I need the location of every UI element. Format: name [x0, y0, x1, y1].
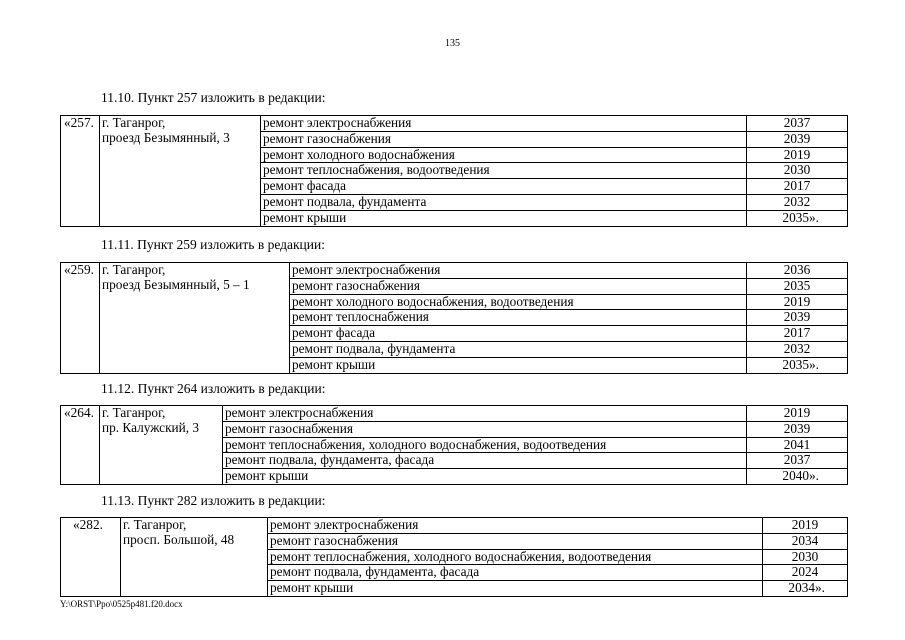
work-year: 2019 [747, 147, 848, 163]
work-name: ремонт электроснабжения [261, 116, 747, 132]
work-name: ремонт крыши [223, 469, 747, 485]
section-heading: 11.12. Пункт 264 изложить в редакции: [101, 381, 326, 396]
work-year: 2035 [747, 278, 848, 294]
item-number: «282. [61, 518, 121, 597]
item-number: «264. [61, 406, 100, 485]
work-name: ремонт подвала, фундамента [261, 194, 747, 210]
work-name: ремонт теплоснабжения, холодного водоснабжения, водоотведения [268, 549, 763, 565]
work-name: ремонт подвала, фундамента, фасада [223, 453, 747, 469]
work-year: 2019 [747, 294, 848, 310]
address-street: пр. Калужский, 3 [102, 419, 200, 435]
address [121, 518, 268, 597]
address [100, 406, 223, 485]
work-name: ремонт фасада [261, 179, 747, 195]
work-name: ремонт теплоснабжения, водоотведения [261, 163, 747, 179]
work-name: ремонт газоснабжения [223, 421, 747, 437]
work-name: ремонт подвала, фундамента [290, 341, 747, 357]
work-name: ремонт подвала, фундамента, фасада [268, 565, 763, 581]
address [100, 263, 290, 374]
work-name: ремонт фасада [290, 326, 747, 342]
address-street: проезд Безымянный, 3 [102, 129, 230, 145]
work-name: ремонт крыши [290, 357, 747, 373]
address-street: проезд Безымянный, 5 – 1 [102, 276, 250, 292]
work-name: ремонт крыши [268, 581, 763, 597]
work-year: 2032 [747, 341, 848, 357]
section-heading: 11.10. Пункт 257 изложить в редакции: [101, 90, 326, 105]
address-city: г. Таганрог, [123, 517, 187, 532]
section-heading: 11.11. Пункт 259 изложить в редакции: [101, 237, 325, 252]
item-number: «257. [61, 116, 100, 227]
work-name: ремонт электроснабжения [268, 518, 763, 534]
address-city: г. Таганрог, [102, 405, 166, 420]
work-year: 2041 [747, 437, 848, 453]
address-city: г. Таганрог, [102, 115, 166, 130]
address [100, 116, 261, 227]
work-year: 2037 [747, 453, 848, 469]
work-name: ремонт холодного водоснабжения [261, 147, 747, 163]
work-year: 2034». [763, 581, 848, 597]
work-year: 2035». [747, 210, 848, 226]
work-name: ремонт холодного водоснабжения, водоотведения [290, 294, 747, 310]
section-heading: 11.13. Пункт 282 изложить в редакции: [101, 493, 326, 508]
work-year: 2039 [747, 310, 848, 326]
work-name: ремонт крыши [261, 210, 747, 226]
work-year: 2024 [763, 565, 848, 581]
address-street: просп. Большой, 48 [123, 531, 235, 547]
work-year: 2030 [747, 163, 848, 179]
work-year: 2019 [763, 518, 848, 534]
work-name: ремонт газоснабжения [261, 131, 747, 147]
work-year: 2039 [747, 421, 848, 437]
page-number: 135 [445, 38, 460, 49]
work-name: ремонт электроснабжения [290, 263, 747, 279]
work-year: 2037 [747, 116, 848, 132]
work-year: 2030 [763, 549, 848, 565]
work-year: 2019 [747, 406, 848, 422]
work-year: 2035». [747, 357, 848, 373]
works-table [60, 405, 848, 485]
works-table [60, 517, 848, 597]
work-name: ремонт газоснабжения [290, 278, 747, 294]
work-name: ремонт электроснабжения [223, 406, 747, 422]
works-table [60, 262, 848, 374]
work-year: 2039 [747, 131, 848, 147]
address-city: г. Таганрог, [102, 262, 166, 277]
footer-file-path: Y:\ORST\Ppo\0525p481.f20.docx [60, 599, 183, 609]
work-name: ремонт газоснабжения [268, 533, 763, 549]
work-year: 2040». [747, 469, 848, 485]
work-year: 2017 [747, 326, 848, 342]
work-name: ремонт теплоснабжения, холодного водоснабжения, водоотведения [223, 437, 747, 453]
work-name: ремонт теплоснабжения [290, 310, 747, 326]
work-year: 2032 [747, 194, 848, 210]
work-year: 2034 [763, 533, 848, 549]
works-table [60, 115, 848, 227]
work-year: 2036 [747, 263, 848, 279]
item-number: «259. [61, 263, 100, 374]
work-year: 2017 [747, 179, 848, 195]
